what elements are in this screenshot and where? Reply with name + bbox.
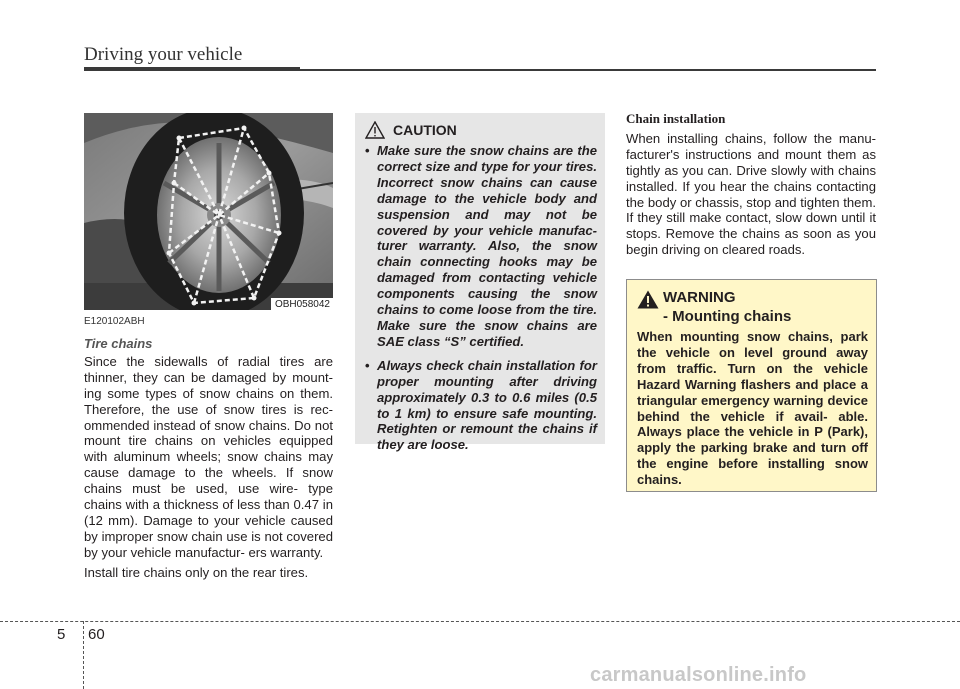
section-code: E120102ABH: [84, 316, 145, 327]
tire-chain-illustration: [84, 113, 333, 310]
warning-title: WARNING: [663, 289, 736, 306]
caution-item: • Always check chain installation for proper mounting after driving approximately 0.3 to 0.6 miles (0.5 to 1 km) to ensure safe mounting. Retighten or remount the chains if they are loose.: [365, 358, 597, 453]
left-column: [84, 315, 333, 585]
warning-subtitle: - Mounting chains: [663, 308, 792, 325]
caution-title: CAUTION: [393, 122, 457, 138]
tire-chain-photo: [84, 113, 333, 310]
warning-triangle-icon: [637, 290, 659, 309]
tire-chains-paragraph: Since the sidewalls of radial tires are thinner, they can be damaged by mount- ing some types of snow chains on them. Therefore, the use of snow tires is rec- ommended instead of snow chains. Do not mount tire chains on vehicles equipped with aluminum wheels; snow chains may cause damage to the wheels. If snow chains must be used, use wire- type chains with a thickness of less than 0.47 in (12 mm). Damage to your vehicle caused by improper snow chain use is not covered by your vehicle manufactur- ers warranty.: [84, 353, 333, 560]
chain-installation-heading: Chain installation: [626, 111, 726, 126]
section-number: 5: [57, 626, 66, 643]
page-number: 60: [88, 626, 105, 643]
caution-heading: [365, 121, 597, 139]
warning-heading: [637, 289, 868, 325]
chain-installation-paragraph: When installing chains, follow the manu- facturer's instructions and mount them as tightly as you can. Drive slowly with chains installed. If you hear the chains contacting the body or chassis, stop and tighten them. If they still make contact, slow down until it stops. Remove the chains as soon as you begin driving on cleared roads.: [626, 130, 876, 258]
warning-body: When mounting snow chains, park the vehicle on level ground away from traffic. Turn on the vehicle Hazard Warning flashers and place a triangular emergency warning device behind the vehicle if avail- able. Always place the vehicle in P (Park), apply the parking brake and turn off the engine before installing snow chains.: [637, 329, 868, 488]
caution-box: [355, 113, 605, 453]
rear-tires-note: Install tire chains only on the rear tires.: [84, 564, 309, 580]
warning-box: [626, 279, 877, 492]
right-column: [626, 111, 876, 262]
page-header-title: Driving your vehicle: [84, 44, 243, 65]
footer-divider: [83, 621, 84, 689]
caution-item: • Make sure the snow chains are the correct size and type for your tires. Incorrect snow chains can cause damage to the vehicle body and suspension and may not be covered by your vehicle manufac- turer warranty. Also, the snow chain connecting hooks may be damaged from contacting vehicle components causing the snow chains to come loose from the tire. Make sure the snow chains are SAE class “S” certified.: [365, 143, 597, 350]
footer-rule: [0, 621, 960, 622]
caution-triangle-icon: [365, 121, 385, 139]
header-rule-thin: [300, 69, 876, 71]
caution-list: [365, 143, 597, 453]
header-rule-thick: [84, 67, 300, 71]
watermark: carmanualsonline.info: [590, 664, 807, 686]
figure-code: OBH058042: [271, 298, 333, 310]
subheading-tire-chains: Tire chains: [84, 336, 153, 351]
